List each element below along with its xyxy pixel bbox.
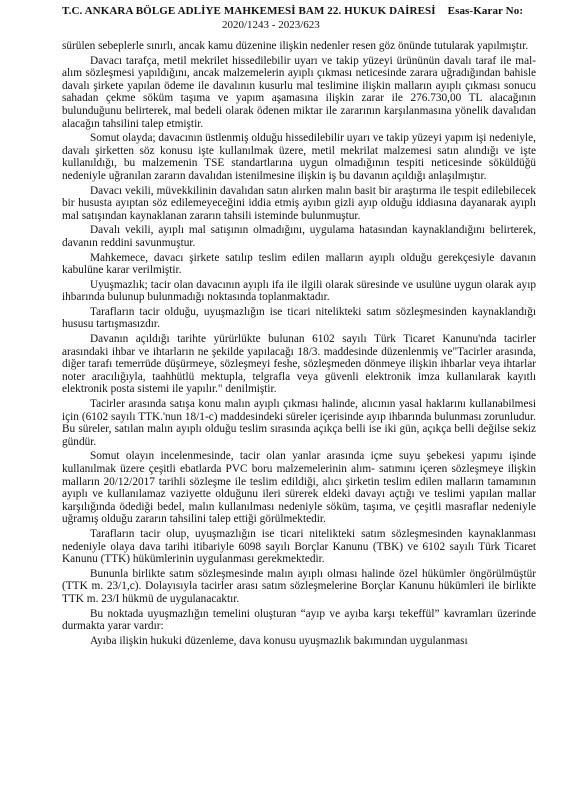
header-title-line	[62, 5, 523, 17]
paragraph: Bununla birlikte satım sözleşmesinde malın ayıplı olması halinde özel hükümler öngörülmüştür (TTK m. 23/1,c). Dolayısıyla tacirler arası satım sözleşmelerine Borçlar Kanunu hükümleri ile birlikte TTK m. 23/I hükmü de uygulanacaktır.	[62, 567, 536, 605]
paragraph: Davacı tarafça, metil mekrilet hissedilebilir uyarı ve takip yüzeyi ürününün davalı taraf ile mal-alım sözleşmesi yapıldığını, ancak malzemelerin ayıplı çıkması neticesinde zarara uğradığından bahisle davalı şirkete yapılan ödeme ile davalının kusurlu mal teslimine ilişkin malların ayıplı çıkması sonucu sahadan çekme söküm taşıma ve yapım aşamasına ilişkin zarar ile 276.730,00 TL alacağının bulunduğunu belirterek, mal bedeli olarak ödenen miktar ile zararının karşılanmasına yönelik davalıdan alacağın tahsilini talep etmiştir.	[62, 54, 536, 130]
paragraph: Uyuşmazlık; tacir olan davacının ayıplı ifa ile ilgili olarak süresinde ve usulüne uygun olarak ayıp ihbarında bulunup bulunmadığı noktasında toplanmaktadır.	[62, 278, 536, 304]
paragraph: Somut olayın incelenmesinde, tacir olan yanlar arasında içme suyu şebekesi yapımı işinde kullanılmak üzere çeşitli ebatlarda PVC boru malzemelerinin alım- satımını içeren sözleşmeye ilişkin malların 20/12/2017 tarihli sözleşme ile teslim edildiği, alıcı şirketin teslim edilen malların tamamının ayıplı ve kullanılamaz vaziyette olduğunu ileri sürerek eldeki davayı açtığı ve teslimi yapılan mallar karşılığında ödediği bedel, malın kullanılması nedeniyle söküm, taşıma, ve çeşitli masraflar nedeniyle uğramış olduğu zararın tahsilini talep ettiği görülmektedir.	[62, 450, 536, 526]
paragraph: Tacirler arasında satışa konu malın ayıplı çıkması halinde, alıcının yasal haklarını kullanabilmesi için (6102 sayılı TTK.'nun 18/1-c) maddesindeki süreler içerisinde ayıp ihbarında bulunması zorunludur. Bu süreler, satılan malın ayıplı olduğu teslim sırasında açıkça belli ise iki gün, açıkça belli değilse sekiz gündür.	[62, 398, 536, 448]
document-body	[62, 40, 536, 649]
paragraph: Bu noktada uyuşmazlığın temelini oluşturan “ayıp ve ayıba karşı tekeffül” kavramları üzerinde durmakta yarar vardır:	[62, 607, 536, 633]
paragraph: Ayıba ilişkin hukuki düzenleme, dava konusu uyuşmazlık bakımından uygulanması	[90, 634, 468, 647]
paragraph: Somut olayda; davacının üstlenmiş olduğu hissedilebilir uyarı ve takip yüzeyi yapım işi nedeniyle, davalı şirketten söz konusu işte kullanılmak üzere, metil mekrilat malzemesi satın alındığı ve işte kullanıldığı, bu malzemenin TSE standartlarına uygun olmadığının tespiti neticesinde söküldüğü nedeniyle uğranılan zararın davalıdan istenilmesine ilişkin iş bu davanın açıldığı anlaşılmıştır.	[62, 132, 536, 182]
paragraph: Tarafların tacir olup, uyuşmazlığın ise ticari nitelikteki satım sözleşmesinden kaynaklanması nedeniyle olaya dava tarihi itibariyle 6098 sayılı Borçlar Kanunu (TBK) ve 6102 sayılı Türk Ticaret Kanunu (TTK) hükümlerinin uygulanması gerekmektedir.	[62, 527, 536, 566]
case-numbers: 2020/1243 - 2023/623	[222, 19, 320, 31]
esas-karar-label: Esas-Karar No:	[447, 5, 524, 17]
paragraph: sürülen sebeplerle sınırlı, ancak kamu düzenine ilişkin nedenler resen göz önünde tutularak yapılmıştır.	[62, 40, 529, 52]
paragraph: Davalı vekili, ayıplı mal satışının olmadığını, uygulama hatasından kaynaklandığını belirterek, davanın reddini savunmuştur.	[62, 224, 536, 249]
paragraph: Tarafların tacir olduğu, uyuşmazlığın ise ticari nitelikteki satım sözleşmesinden kaynaklandığı hususu tartışmasızdır.	[62, 305, 536, 331]
paragraph: Mahkemece, davacı şirkete satılıp teslim edilen malların ayıplı olduğu gerekçesiyle davanın kabulüne karar verilmiştir.	[62, 251, 536, 277]
court-name: T.C. ANKARA BÖLGE ADLİYE MAHKEMESİ BAM 22. HUKUK DAİRESİ	[62, 5, 436, 17]
paragraph: Davacı vekili, müvekkilinin davalıdan satın alırken malın basit bir araştırma ile tespit edilebilecek bir hususta ayıptan söz edilemeyeceğini iddia etmiş ayıbın gizli ayıp olduğu iddiasına dayanarak ayıplı mal satışından kaynaklanan zararın tahsili isteminde bulunmuştur.	[62, 184, 536, 222]
paragraph: Davanın açıldığı tarihte yürürlükte bulunan 6102 sayılı Türk Ticaret Kanunu'nda tacirler arasındaki ihbar ve ihtarların ne şekilde yapılacağı 18/3. maddesinde düzenlenmiş ve"Tacirler arasında, diğer tarafı temerrüde düşürmeye, sözleşmeyi feshe, sözleşmeden dönmeye ilişkin ihbarlar veya ihtarlar noter aracılığıyla, taahhütlü mektupla, telgrafla veya güvenli elektronik imza kullanılarak kayıtlı elektronik posta sistemi ile yapılır." denilmiştir.	[62, 333, 536, 396]
